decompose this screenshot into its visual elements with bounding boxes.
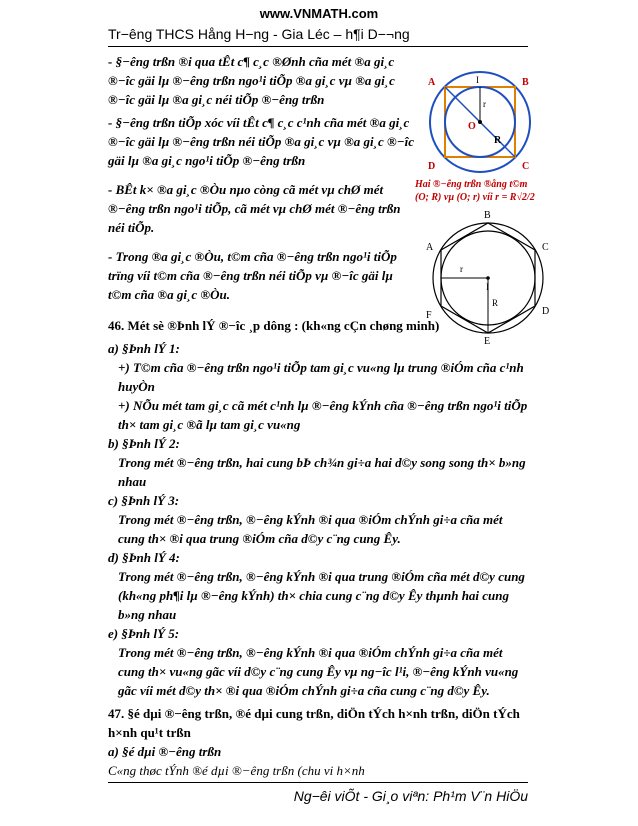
theorem-1-line-2: +) NÕu mét tam gi¸c cã mét c¹nh lµ ®−êng kÝnh cña ®−êng trßn ngo¹i tiÕp th× tam gi¸c ®ã lµ tam gi¸c vu«ng <box>118 398 528 432</box>
fig2-label-r-big: R <box>492 298 499 308</box>
theorem-5-label: e) §Þnh lÝ 5: <box>108 626 180 641</box>
theorem-1-label: a) §Þnh lÝ 1: <box>108 341 180 356</box>
fig1-label-b: B <box>522 77 529 88</box>
definition-inscribed: - §−êng trßn tiÕp xóc víi tÊt c¶ c¸c c¹nh cña mét ®a gi¸c ®−îc gäi lµ ®−êng trßn néi tiÕp ®a gi¸c vµ ®a gi¸c ®−îc gäi lµ ®a gi¸c ngo¹i tiÕp ®−êng trßn <box>108 115 414 168</box>
footer-divider <box>108 782 528 783</box>
fig2-label-i: I <box>486 282 489 292</box>
fig2-label-d: D <box>542 306 550 317</box>
theorem-2-label: b) §Þnh lÝ 2: <box>108 436 180 451</box>
page-body <box>108 52 528 780</box>
theorem-3-text: Trong mét ®−êng trßn, ®−êng kÝnh ®i qua ®iÓm chÝnh gi÷a cña mét cung th× ®i qua trung ®iÓm cña d©y c¨ng cung Êy. <box>118 512 503 546</box>
definition-regular-polygon: - BÊt k× ®a gi¸c ®Òu nµo còng cã mét vµ chØ mét ®−êng trßn ngo¹i tiÕp, cã mét vµ chØ mét ®−êng trßn néi tiÕp. <box>108 182 401 235</box>
theorem-4-text: Trong mét ®−êng trßn, ®−êng kÝnh ®i qua trung ®iÓm cña mét d©y cung (kh«ng ph¶i lµ ®−êng kÝnh) th× chia cung c¨ng d©y Êy thµnh hai cung b»ng nhau <box>118 569 525 622</box>
page-footer: Ng−êi viÕt - Gi¸o viªn: Ph¹m V¨n HiÖu <box>293 788 528 804</box>
definition-center: - Trong ®a gi¸c ®Òu, t©m cña ®−êng trßn ngo¹i tiÕp trïng víi t©m cña ®−êng trßn néi tiÕp vµ ®−îc gäi lµ t©m cña ®a gi¸c ®Òu. <box>108 249 397 302</box>
definitions-column <box>108 52 414 304</box>
figure1-caption: Hai ®−êng trßn ®ång t©m (O; R) vµ (O; r) víi r = R√2/2 <box>415 179 535 203</box>
page-header: Tr−êng THCS Hång H−ng - Gia Léc – h¶i D−¬ng <box>108 26 410 42</box>
fig1-label-i: I <box>476 75 479 85</box>
fig1-label-r-big: R <box>494 135 502 146</box>
fig1-label-a: A <box>428 77 436 88</box>
definition-circumscribed: - §−êng trßn ®i qua tÊt c¶ c¸c ®Ønh cña mét ®a gi¸c ®−îc gäi lµ ®−êng trßn ngo¹i tiÕp ®a gi¸c vµ ®a gi¸c ®−îc gäi lµ ®a gi¸c néi tiÕp ®−êng trßn <box>108 54 395 107</box>
fig2-label-r-small: r <box>460 264 463 274</box>
section-47-subheading: a) §é dµi ®−êng trßn <box>108 744 222 759</box>
fig1-label-o: O <box>468 121 476 132</box>
theorem-5-text: Trong mét ®−êng trßn, ®−êng kÝnh ®i qua ®iÓm chÝnh gi÷a cña mét cung th× vu«ng gãc víi d©y c¨ng cung Êy vµ ng−îc l¹i, ®−êng kÝnh vu«ng gãc víi mét d©y th× ®i qua ®iÓm chÝnh gi÷a cña cung c¨ng d©y Êy. <box>118 645 519 698</box>
fig1-label-c: C <box>522 161 530 172</box>
fig1-label-r-small: r <box>483 99 486 109</box>
theorem-2-text: Trong mét ®−êng trßn, hai cung bÞ ch¾n gi÷a hai d©y song song th× b»ng nhau <box>118 455 526 489</box>
fig2-label-f: F <box>426 310 432 321</box>
theorem-1-line-1: +) T©m cña ®−êng trßn ngo¹i tiÕp tam gi¸c vu«ng lµ trung ®iÓm cña c¹nh huyÒn <box>118 360 524 394</box>
section-47-line: C«ng thøc tÝnh ®é dµi ®−êng trßn (chu vi h×nh <box>108 763 365 778</box>
section-47-title: 47. §é dµi ®−êng trßn, ®é dµi cung trßn, diÖn tÝch h×nh trßn, diÖn tÝch h×nh qu¹t trßn <box>108 706 520 740</box>
fig1-label-d: D <box>428 161 436 172</box>
header-divider <box>108 46 528 47</box>
site-url: www.VNMATH.com <box>259 6 379 21</box>
fig2-label-b: B <box>484 210 491 221</box>
section-46-title: 46. Mét sè ®Þnh lÝ ®−îc ¸p dông : (kh«ng cÇn chøng minh) <box>108 318 440 333</box>
fig2-label-e: E <box>484 336 491 346</box>
fig2-label-a: A <box>426 242 434 253</box>
fig2-label-c: C <box>542 242 549 253</box>
theorem-4-label: d) §Þnh lÝ 4: <box>108 550 180 565</box>
theorem-3-label: c) §Þnh lÝ 3: <box>108 493 180 508</box>
